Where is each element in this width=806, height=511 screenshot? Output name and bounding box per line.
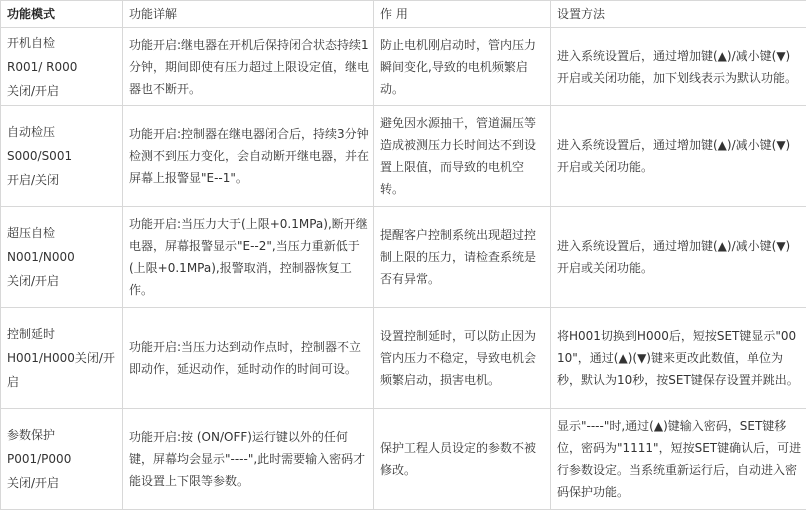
mode-code: S000/S001 [7,149,73,163]
mode-state: 开启/关闭 [7,173,60,187]
mode-code: N001/N000 [7,250,75,264]
mode-cell [1,207,123,308]
detail-cell: 功能开启:按 (ON/OFF)运行键以外的任何键，屏幕均会显示"----",此时需要输入密码才能设置上下限等参数。 [123,409,374,510]
detail-cell: 功能开启:控制器在继电器闭合后，持续3分钟检测不到压力变化，会自动断开继电器，并在屏幕上报警显"E--1"。 [123,106,374,207]
mode-state: 关闭/开启 [7,476,60,490]
mode-cell [1,28,123,106]
table-row [1,308,806,409]
detail-cell: 功能开启:当压力大于(上限+0.1MPa),断开继电器，屏幕报警显示"E--2",当压力重新低于(上限+0.1MPa),报警取消，控制器恢复工作。 [123,207,374,308]
table-header-row [1,1,806,28]
header-function-detail: 功能详解 [123,1,374,28]
table-row [1,409,806,510]
purpose-cell: 保护工程人员设定的参数不被修改。 [374,409,551,510]
mode-name: 开机自检 [7,35,56,50]
purpose-cell: 防止电机刚启动时，管内压力瞬间变化,导致的电机频繁启动。 [374,28,551,106]
detail-cell: 功能开启:当压力达到动作点时，控制器不立即动作，延迟动作，延时动作的时间可设。 [123,308,374,409]
mode-name: 自动检压 [7,125,56,139]
mode-code: H001/H000关闭/开启 [7,351,115,389]
detail-cell: 功能开启:继电器在开机后保持闭合状态持续1分钟，期间即使有压力超过上限设定值，继电器也不断开。 [123,28,374,106]
mode-name: 控制延时 [7,327,56,341]
purpose-cell: 提醒客户控制系统出现超过控制上限的压力，请检查系统是否有异常。 [374,207,551,308]
header-setting-method: 设置方法 [551,1,806,28]
mode-name: 超压自检 [7,226,56,240]
method-cell: 进入系统设置后，通过增加键(▲)/减小键(▼)开启或关闭功能。 [551,207,806,308]
mode-name: 参数保护 [7,428,56,442]
method-cell: 进入系统设置后，通过增加键(▲)/减小键(▼)开启或关闭功能。 [551,106,806,207]
table-row [1,28,806,106]
mode-state: 关闭/开启 [7,83,60,98]
method-cell: 显示"----"时,通过(▲)键输入密码，SET键移位，密码为"1111"，短按SET键确认后，可进行参数设定。当系统重新运行后，自动进入密码保护功能。 [551,409,806,510]
table-row [1,106,806,207]
header-purpose: 作 用 [374,1,551,28]
method-cell: 进入系统设置后，通过增加键(▲)/减小键(▼)开启或关闭功能，加下划线表示为默认功能。 [551,28,806,106]
mode-cell [1,308,123,409]
mode-code: P001/P000 [7,452,72,466]
purpose-cell: 避免因水源抽干，管道漏压等造成被测压力长时间达不到设置上限值，而导致的电机空转。 [374,106,551,207]
header-function-mode: 功能模式 [1,1,123,28]
table-row [1,207,806,308]
method-cell: 将H001切换到H000后，短按SET键显示"0010"，通过(▲)(▼)键来更改此数值，单位为秒，默认为10秒，按SET键保存设置并跳出。 [551,308,806,409]
mode-state: 关闭/开启 [7,274,60,288]
mode-code: R001/ R000 [7,59,78,74]
mode-cell [1,106,123,207]
mode-cell [1,409,123,510]
purpose-cell: 设置控制延时，可以防止因为管内压力不稳定，导致电机会频繁启动，损害电机。 [374,308,551,409]
